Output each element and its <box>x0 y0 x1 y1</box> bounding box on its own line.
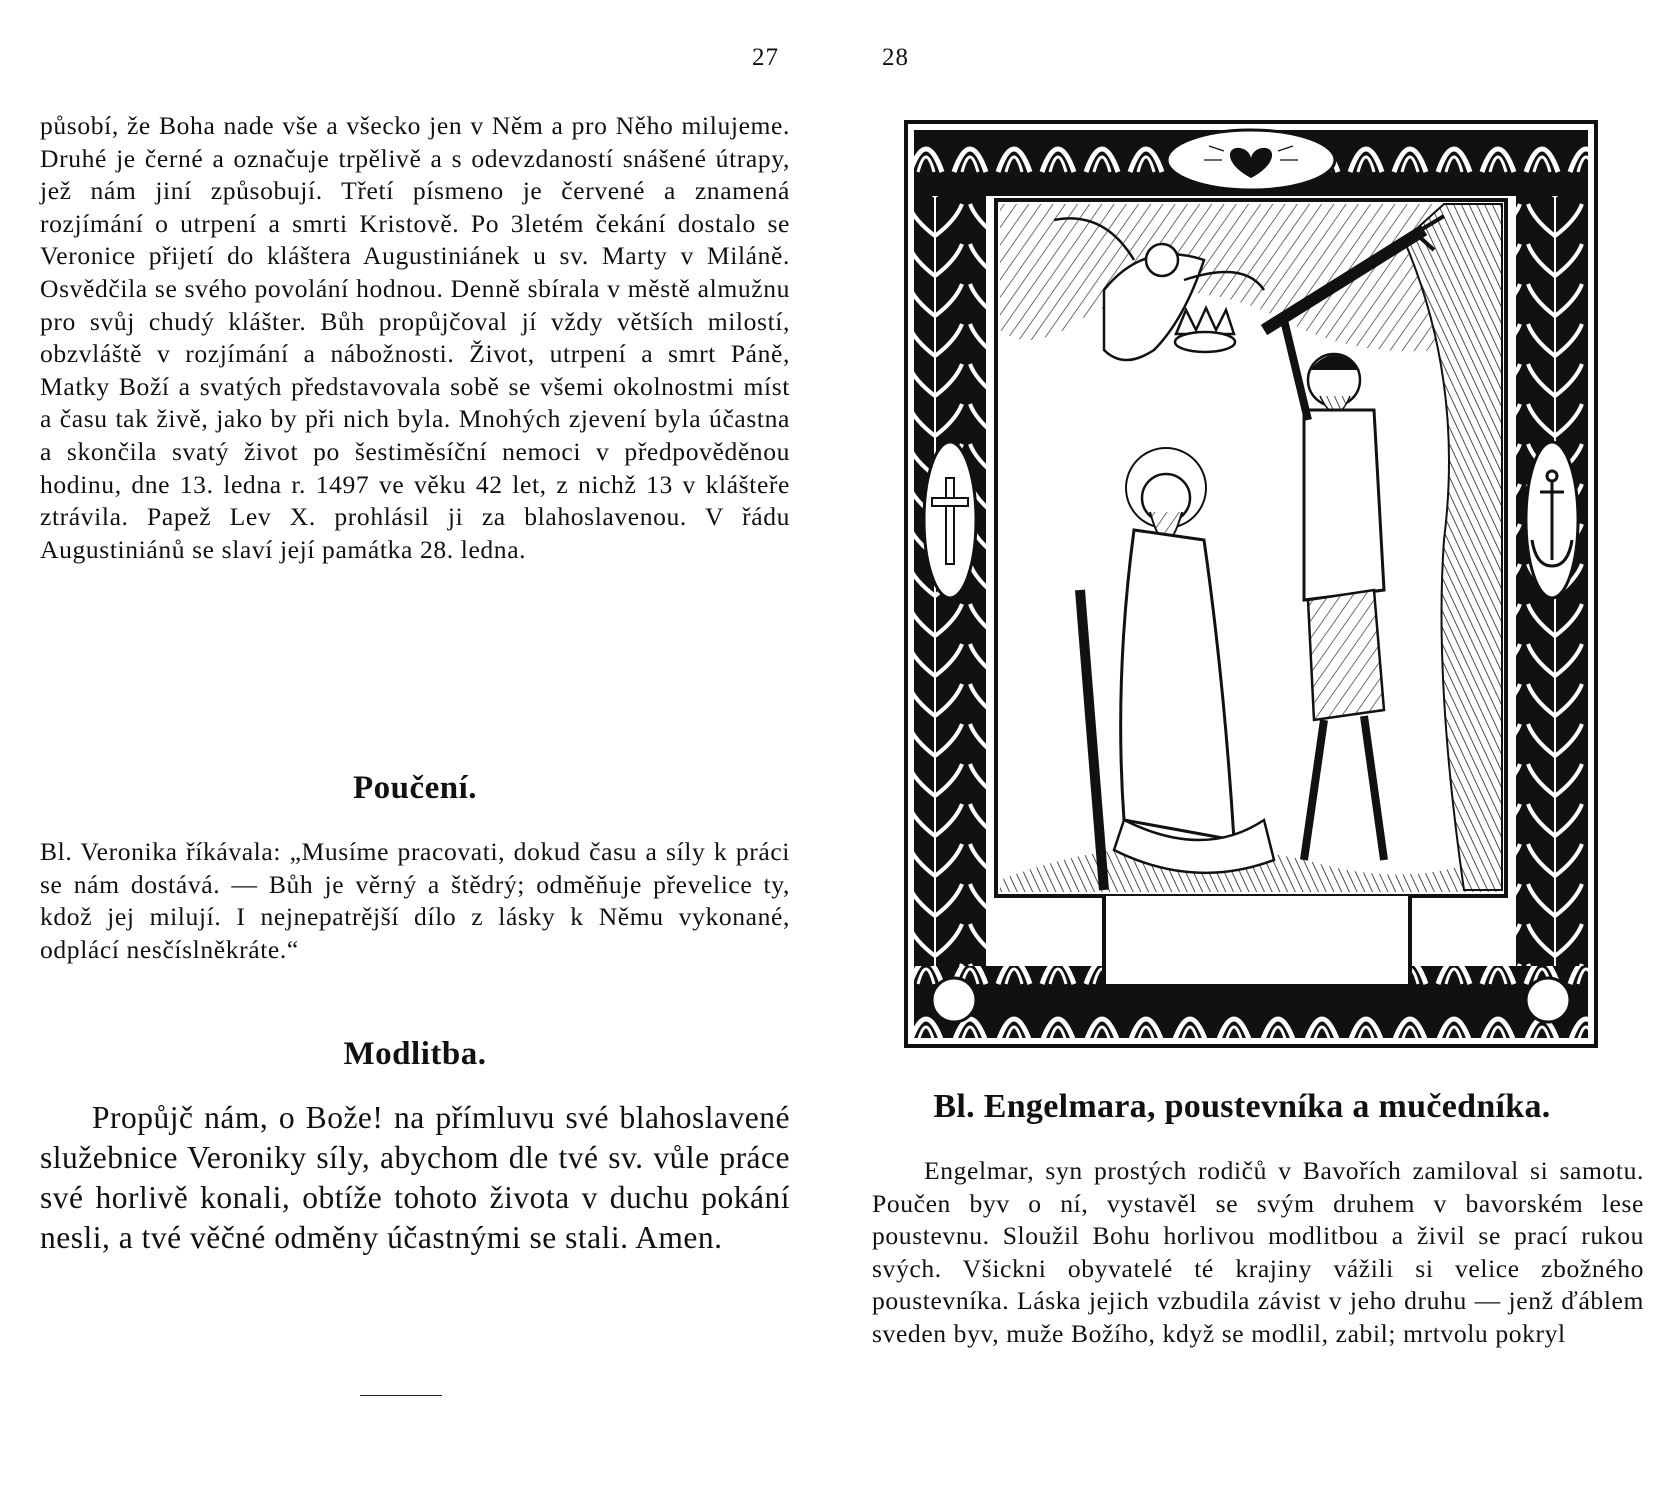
veronika-life-text <box>40 110 790 566</box>
pouceni-paragraph: Bl. Veronika říkávala: „Musíme pracovati, dokud času a síly k práci se nám dostává. — Bůh je věrný a štědrý; odměňuje převelice ty, kdož jej milují. I nejnepatrější dílo z lásky k Němu vykonané, odplácí nesčíslněkráte.“ <box>40 837 790 964</box>
illustration-frame <box>904 120 1598 1052</box>
pouceni-text <box>40 836 790 966</box>
intro-paragraph: působí, že Boha nade vše a všecko jen v Něm a pro Něho milujeme. Druhé je černé a označuje trpělivě a s odevzdaností snášené útrapy, jež nám jiní způsobují. Třetí písmeno je červené a znamená rozjímání o utrpení a smrti Kristově. Po 3letém čekání dostalo se Veronice přijetí do kláštera Augustiniánek u sv. Marty v Miláně. Osvědčila se svého povolání hodnou. Denně sbírala v městě almužnu pro svůj chudý klášter. Bůh propůjčoval jí vždy větších milostí, obzvláště v rozjímání a nábožnosti. Život, utrpení a smrt Páně, Matky Boží a svatých představovala sobě se všemi okolnostmi míst a času tak živě, jako by při nich byla. Mnohých zjevení byla účastna a skončila svatý život po šestiměsíční nemoci v předpověděnou hodinu, dne 13. ledna r. 1497 ve věku 42 let, z nichž 13 v klášteře ztrávila. Papež Lev X. prohlásil ji za blahoslavenou. V řádu Augustiniánů se slaví její památka 28. ledna. <box>40 111 790 564</box>
section-end-rule <box>360 1395 442 1396</box>
right-page <box>828 0 1656 1500</box>
engelmar-text <box>872 1155 1644 1351</box>
heading-pouceni: Poučení. <box>352 770 478 806</box>
page-number-left: 27 <box>752 44 779 71</box>
heading-modlitba: Modlitba. <box>343 1036 487 1072</box>
engelmar-paragraph: Engelmar, syn prostých rodičů v Bavořích zamiloval si samotu. Poučen byv o ní, vystavěl se svým druhem v bavorském lese poustevnu. Sloužil Bohu horlivou modlitbou a živil se prací rukou svých. Všickni obyvatelé té krajiny vážili si velice zbožného poustevníka. Láska jejich vzbudila závist v jeho druhu — jenž ďáblem sveden byv, muže Božího, když se modlil, zabil; mrtvolu pokryl <box>872 1156 1644 1348</box>
page-number-right: 28 <box>882 44 909 71</box>
illustration-caption: 14. ledna. <box>1208 988 1316 1015</box>
modlitba-paragraph: Propůjč nám, o Bože! na přímluvu své blahoslavené služebnice Veroniky síly, abychom dle tvé sv. vůle práce své horlivě konali, obtíže tohoto života v duchu pokání nesli, a tvé věčné odměny účastnými se stali. Amen. <box>40 1100 790 1255</box>
ornamental-border-illustration <box>904 120 1598 1052</box>
saint-title: Bl. Engelmara, poustevníka a mučedníka. <box>933 1088 1551 1125</box>
modlitba-text <box>40 1098 790 1258</box>
